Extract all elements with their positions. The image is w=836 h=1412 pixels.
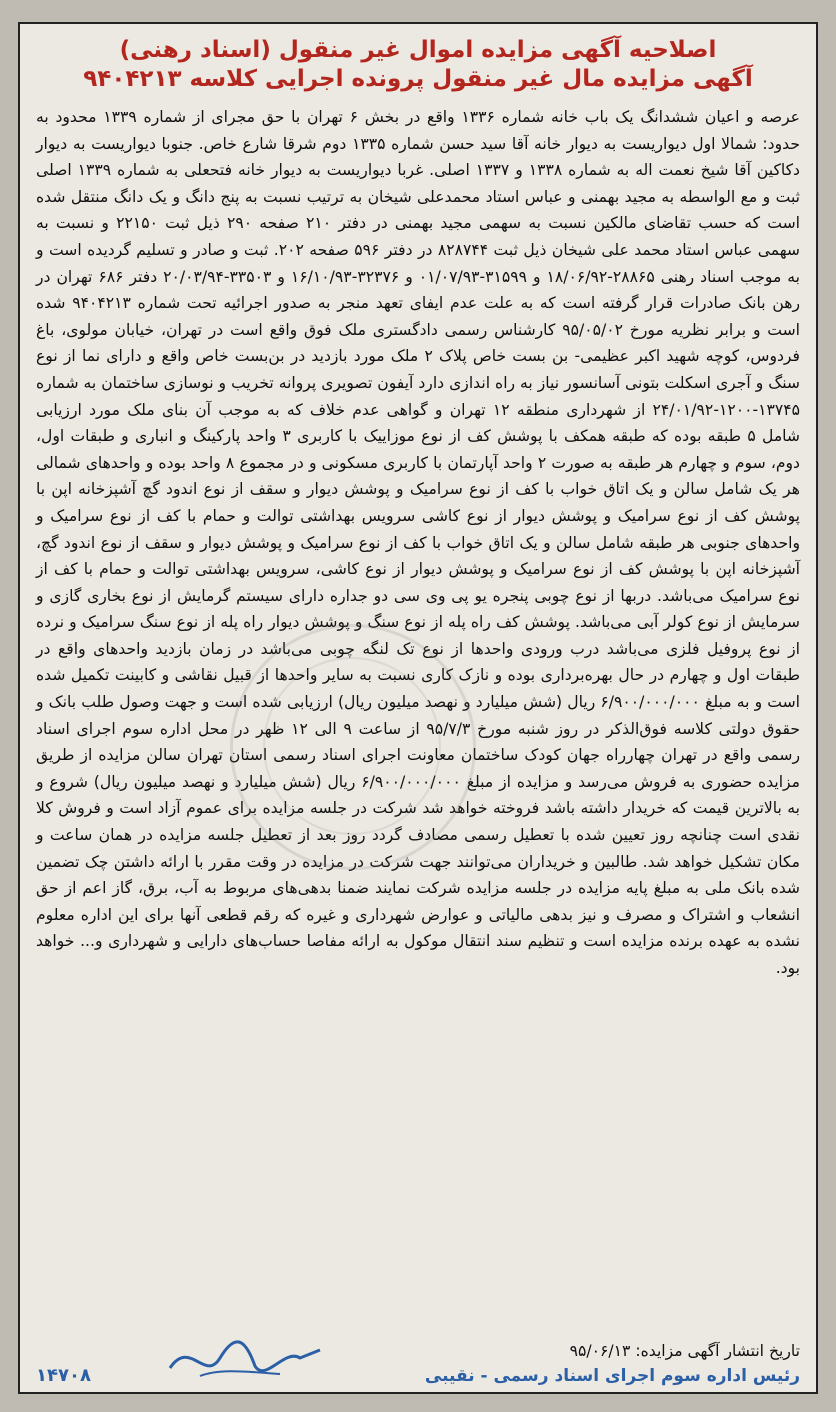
notice-title-line-1: اصلاحیه آگهی مزایده اموال غیر منقول (اسناد رهنی) (119, 37, 717, 63)
signature-icon (160, 1328, 330, 1388)
publish-date: تاریخ انتشار آگهی مزایده: ۹۵/۰۶/۱۳ (569, 1342, 800, 1360)
signer-name: رئیس اداره سوم اجرای اسناد رسمی - نقیبی (424, 1366, 800, 1386)
notice-footer (20, 1342, 816, 1392)
stamp-watermark-icon (230, 624, 476, 870)
notice-paragraph: عرصه و اعیان ششدانگ یک باب خانه شماره ۱۳۳۶ واقع در بخش ۶ تهران با حق مجرای از شماره ۱۳۳۹ محدود به حدود: شمالا اول دیواریست به دیوار خانه آقا سید حسن شماره ۱۳۳۵ دوم شرقا شارع خاص. جنوبا دیواریست به دیوار دکاکین آقا شیخ نعمت اله به شماره ۱۳۳۸ و ۱۳۳۷ اصلی. غربا دیواریست به دیوار خانه فتحعلی به شماره ۱۳۳۹ اصلی ثبت و مع الواسطه به مجید بهمنی و عباس استاد محمدعلی شیخان به ترتیب نسبت به پنج دانگ و یک دانگ منتقل شده است که حسب تقاضای مالکین نسبت به سهمی مجید بهمنی در دفتر ۲۱۰ صفحه ۲۹۰ ذیل ثبت ۲۲۱۵۰ و نسبت به سهمی عباس استاد محمد علی شیخان ذیل ثبت ۸۲۸۷۴۴ در دفتر ۵۹۶ صفحه ۲۰۲. ثبت و صادر و تسلیم گردیده است و به موجب اسناد رهنی ۲۸۸۶۵-۱۸/۰۶/۹۲ و ۳۱۵۹۹-۰۱/۰۷/۹۳ و ۳۲۳۷۶-۱۶/۱۰/۹۳ و ۳۳۵۰۳-۲۰/۰۳/۹۴ دفتر ۶۸۶ تهران در رهن بانک صادرات قرار گرفته است که به علت عدم ایفای تعهد منجر به صدور اجرائیه تحت شماره ۹۴۰۴۲۱۳ شده است و برابر نظریه مورخ ۹۵/۰۵/۰۲ کارشناس رسمی دادگستری ملک فوق واقع است در تهران، خیابان مولوی، باغ فردوس، کوچه شهید اکبر عظیمی- بن بست خاص پلاک ۲ ملک مورد بازدید در بن‌بست خاص واقع و دارای نما از نوع سنگ و آجری اسکلت بتونی آسانسور نیاز به راه اندازی دارد آیفون تصویری پروانه تخریب و نوسازی ساختمان به شماره ۱۳۷۴۵-۱۲۰۰-۲۴/۰۱/۹۲ از شهرداری منطقه ۱۲ تهران و گواهی عدم خلاف که به موجب آن بنای ملک مورد ارزیابی شامل ۵ طبقه بوده که طبقه همکف با پوشش کف از نوع موزاییک با کاربری ۳ واحد پارکینگ و انباری و طبقات اول، دوم، سوم و چهارم هر طبقه به صورت ۲ واحد آپارتمان با کاربری مسکونی و در مجموع ۸ واحد بوده و واحدهای شمالی هر یک شامل سالن و یک اتاق خواب با کف از نوع سرامیک و پوشش دیوار و سقف از نوع اندود گچ آشپزخانه اپن با پوشش کف از نوع سرامیک و پوشش دیوار از نوع کاشی سرویس بهداشتی توالت و حمام با کف از نوع سرامیک و واحدهای جنوبی هر طبقه شامل سالن و یک اتاق خواب با کف از نوع سرامیک و پوشش دیوار و سقف از نوع اندود گچ، آشپزخانه اپن با پوشش کف از نوع سرامیک و پوشش دیوار از نوع کاشی، سرویس بهداشتی توالت و حمام با کف از نوع سرامیک می‌باشد. دربها از نوع چوبی پنجره یو پی وی سی دو جداره دارای سیستم گرمایش از نوع بخاری گازی و سرمایش از نوع کولر آبی می‌باشد. پوشش کف راه پله از نوع سنگ و پوشش دیوار راه پله از نوع سنگ سرامیک و نرده از نوع پروفیل فلزی می‌باشد درب ورودی واحدها از نوع تک لنگه چوبی می‌باشد در زمان بازدید واحدهای واقع در طبقات اول و چهارم در حال بهره‌برداری بوده و نازک کاری نسبت به سایر واحدها از قبیل نقاشی و کابینت تکمیل شده است و به مبلغ ۶/۹۰۰/۰۰۰/۰۰۰ ریال (شش میلیارد و نهصد میلیون ریال) ارزیابی شده است و جهت وصول طلب بانک و حقوق دولتی کلاسه فوق‌الذکر در روز شنبه مورخ ۹۵/۷/۳ از ساعت ۹ الی ۱۲ ظهر در محل اداره سوم اجرای اسناد رسمی واقع در تهران چهارراه جهان کودک ساختمان معاونت اجرای اسناد رسمی استان تهران سالن مزایده از طریق مزایده حضوری به فروش می‌رسد و مزایده از مبلغ ۶/۹۰۰/۰۰۰/۰۰۰ ریال (شش میلیارد و نهصد میلیون ریال) شروع و به بالاترین قیمت که خریدار داشته باشد فروخته خواهد شد شرکت در جلسه مزایده برای عموم آزاد است و فروش کلا نقدی است چنانچه روز تعیین شده با تعطیل رسمی مصادف گردد روز بعد از تعطیل جلسه مزایده در همان ساعت و مکان تشکیل خواهد شد. طالبین و خریداران می‌توانند جهت شرکت در مزایده در وقت مقرر با ارائه داشتن چک تضمین شده بانک ملی به مبلغ پایه مزایده در جلسه مزایده شرکت نمایند ضمنا بدهی‌های مربوط به آب، برق، گاز اعم از حق انشعاب و اشتراک و مصرف و نیز بدهی مالیاتی و عوارض شهرداری و غیره که رقم قطعی آنها برای این اداره معلوم نشده به عهده برنده مزایده است و تنظیم سند انتقال موکول به ارائه مفاصا حساب‌های دارایی و شهرداری و... خواهد بود. (36, 108, 801, 977)
notice-page (18, 22, 818, 1394)
notice-title-line-2: آگهی مزایده مال غیر منقول پرونده اجرایی کلاسه ۹۴۰۴۲۱۳ (83, 66, 753, 92)
notice-code: ۱۴۷۰۸ (36, 1365, 91, 1386)
notice-header (20, 24, 816, 98)
